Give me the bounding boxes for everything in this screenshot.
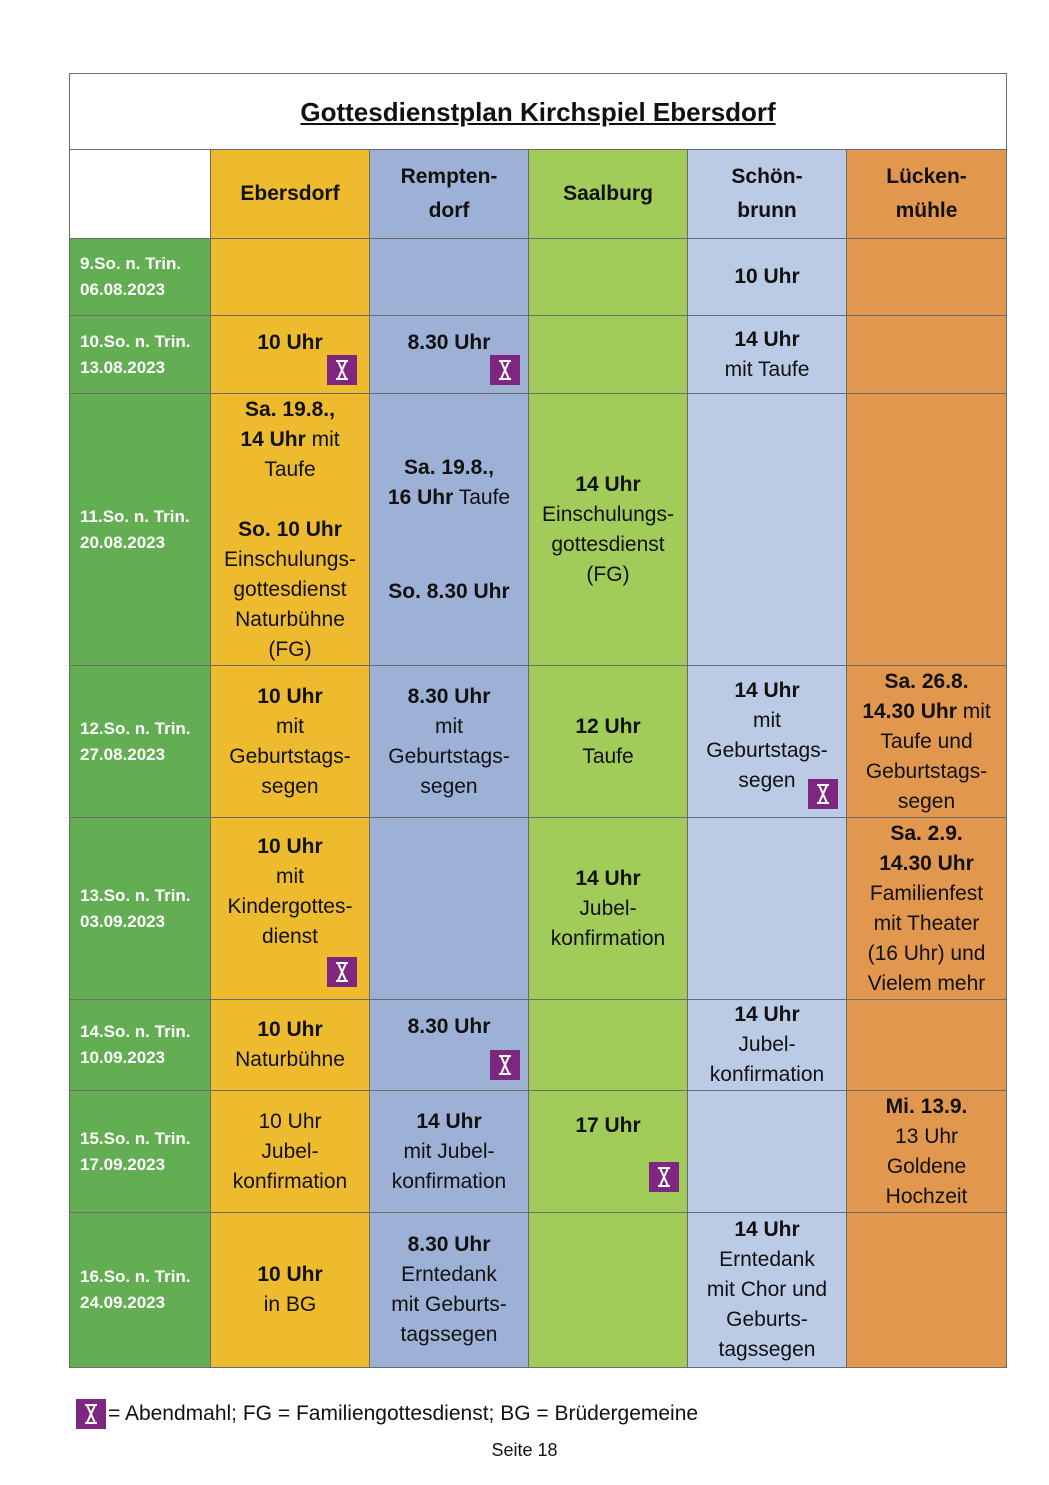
cell-remptendorf: 8.30 Uhr (370, 1000, 529, 1091)
cell-schoenbrunn: 14 Uhr Jubel- konfirmation (688, 1000, 847, 1091)
cell-schoenbrunn (688, 818, 847, 1000)
table-row (70, 316, 1007, 394)
cell-remptendorf: 14 Uhr mit Jubel- konfirmation (370, 1091, 529, 1213)
date-cell: 14.So. n. Trin. 10.09.2023 (70, 1000, 211, 1091)
cell-remptendorf: 8.30 Uhr (370, 316, 529, 394)
cell-schoenbrunn: 10 Uhr (688, 239, 847, 316)
col-header-schoenbrunn: Schön- brunn (688, 150, 847, 239)
cell-remptendorf: Sa. 19.8., 16 Uhr Taufe So. 8.30 Uhr (370, 394, 529, 666)
col-header-ebersdorf: Ebersdorf (211, 150, 370, 239)
chalice-hourglass-icon (327, 355, 357, 385)
cell-lueckenmuehle (847, 316, 1007, 394)
chalice-hourglass-icon (490, 355, 520, 385)
page-number: Seite 18 (491, 1440, 558, 1460)
cell-saalburg (529, 316, 688, 394)
legend-text: = Abendmahl; FG = Familiengottesdienst; BG = Brüdergemeine (108, 1402, 699, 1425)
chalice-hourglass-icon (76, 1399, 106, 1429)
cell-schoenbrunn: 14 Uhr mit Geburtstags- segen (688, 666, 847, 818)
cell-saalburg (529, 1000, 688, 1091)
table-row (70, 394, 1007, 666)
cell-remptendorf: 8.30 Uhr Erntedank mit Geburts- tagssegen (370, 1213, 529, 1368)
cell-lueckenmuehle: Sa. 26.8. 14.30 Uhr mit Taufe und Geburtstags- segen (847, 666, 1007, 818)
cell-saalburg: 12 Uhr Taufe (529, 666, 688, 818)
table-row (70, 1091, 1007, 1213)
table-row (70, 1213, 1007, 1368)
cell-schoenbrunn: 14 Uhr mit Taufe (688, 316, 847, 394)
cell-ebersdorf: Sa. 19.8., 14 Uhr mit Taufe So. 10 Uhr Einschulungs- gottesdienst Naturbühne (FG) (211, 394, 370, 666)
cell-saalburg (529, 239, 688, 316)
col-header-lueckenmuehle: Lücken- mühle (847, 150, 1007, 239)
table-row (70, 818, 1007, 1000)
corner-cell (70, 150, 211, 239)
col-header-saalburg: Saalburg (529, 150, 688, 239)
chalice-hourglass-icon (808, 779, 838, 809)
date-cell: 15.So. n. Trin. 17.09.2023 (70, 1091, 211, 1213)
chalice-hourglass-icon (327, 957, 357, 987)
table-row (70, 666, 1007, 818)
cell-ebersdorf: 10 Uhr in BG (211, 1213, 370, 1368)
date-cell: 11.So. n. Trin. 20.08.2023 (70, 394, 211, 666)
page-title: Gottesdienstplan Kirchspiel Ebersdorf (70, 74, 1007, 150)
cell-ebersdorf: 10 Uhr (211, 316, 370, 394)
cell-schoenbrunn: 14 Uhr Erntedank mit Chor und Geburts- tagssegen (688, 1213, 847, 1368)
cell-schoenbrunn (688, 394, 847, 666)
date-cell: 10.So. n. Trin. 13.08.2023 (70, 316, 211, 394)
service-plan-table (69, 73, 1007, 1368)
chalice-hourglass-icon (649, 1162, 679, 1192)
cell-ebersdorf: 10 Uhr mit Geburtstags- segen (211, 666, 370, 818)
cell-schoenbrunn (688, 1091, 847, 1213)
cell-ebersdorf: 10 Uhr mit Kindergottes- dienst (211, 818, 370, 1000)
cell-saalburg (529, 1213, 688, 1368)
cell-lueckenmuehle (847, 1000, 1007, 1091)
col-header-remptendorf: Rempten- dorf (370, 150, 529, 239)
date-cell: 13.So. n. Trin. 03.09.2023 (70, 818, 211, 1000)
table-row (70, 1000, 1007, 1091)
cell-saalburg: 14 Uhr Jubel- konfirmation (529, 818, 688, 1000)
cell-lueckenmuehle: Mi. 13.9. 13 Uhr Goldene Hochzeit (847, 1091, 1007, 1213)
cell-saalburg: 17 Uhr (529, 1091, 688, 1213)
cell-remptendorf: 8.30 Uhr mit Geburtstags- segen (370, 666, 529, 818)
cell-lueckenmuehle (847, 394, 1007, 666)
cell-ebersdorf (211, 239, 370, 316)
cell-lueckenmuehle: Sa. 2.9. 14.30 Uhr Familienfest mit Theater (16 Uhr) und Vielem mehr (847, 818, 1007, 1000)
cell-remptendorf (370, 239, 529, 316)
cell-ebersdorf: 10 Uhr Jubel- konfirmation (211, 1091, 370, 1213)
date-cell: 16.So. n. Trin. 24.09.2023 (70, 1213, 211, 1368)
cell-lueckenmuehle (847, 239, 1007, 316)
date-cell: 9.So. n. Trin. 06.08.2023 (70, 239, 211, 316)
cell-saalburg: 14 Uhr Einschulungs- gottesdienst (FG) (529, 394, 688, 666)
cell-ebersdorf: 10 Uhr Naturbühne (211, 1000, 370, 1091)
legend (76, 1399, 698, 1429)
cell-remptendorf (370, 818, 529, 1000)
cell-lueckenmuehle (847, 1213, 1007, 1368)
table-row (70, 239, 1007, 316)
date-cell: 12.So. n. Trin. 27.08.2023 (70, 666, 211, 818)
chalice-hourglass-icon (490, 1050, 520, 1080)
